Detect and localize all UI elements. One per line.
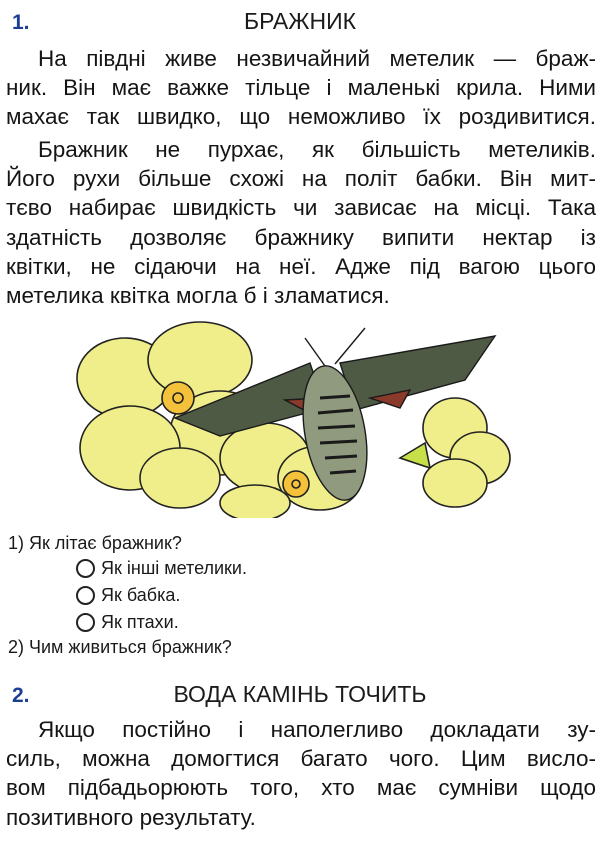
flower-bud-icon (400, 398, 510, 507)
story-paragraph-2 (6, 135, 596, 310)
answer-option-label: Як бабка. (101, 585, 181, 605)
text-line: Якщо постійно і наполегливо докладати зу- (38, 717, 596, 742)
story-title-1: БРАЖНИК (243, 8, 356, 34)
answer-option-1[interactable] (76, 558, 247, 579)
text-line: ник. Він має важке тільце і маленькі крила. Ними (6, 75, 596, 101)
text-line: квітки, не сідаючи на неї. Адже під вагою цього (6, 253, 596, 279)
answer-option-label: Як птахи. (101, 612, 179, 632)
text-line: Бражник не пурхає, як більшість метеликів. (38, 137, 596, 162)
text-line: силь, можна домогтися багато чого. Цим висло- (6, 746, 596, 772)
answer-option-3[interactable] (76, 612, 179, 633)
hawk-moth-illustration (70, 318, 530, 518)
task-number-1: 1. (12, 11, 30, 34)
radio-circle-icon[interactable] (76, 586, 95, 605)
task-number-2: 2. (12, 684, 30, 707)
answer-option-label: Як інші метелики. (101, 558, 247, 578)
story-paragraph-3 (6, 715, 596, 832)
story-paragraph-1 (6, 44, 596, 132)
text-line: махає так швидко, що неможливо їх роздивитися. (6, 104, 596, 130)
radio-circle-icon[interactable] (76, 613, 95, 632)
text-line: На півдні живе незвичайний метелик — браж- (38, 46, 596, 71)
story-title-2: ВОДА КАМІНЬ ТОЧИТЬ (173, 681, 427, 707)
answer-option-2[interactable] (76, 585, 180, 606)
text-line: здатність дозволяє бражнику випити нектар із (6, 224, 596, 250)
text-line: тєво набирає швидкість чи зависає на місці. Така (6, 195, 596, 221)
text-line: Його рухи більше схожі на політ бабки. Він мит- (6, 166, 596, 192)
question-1: 1) Як літає бражник? (8, 533, 182, 553)
text-line: метелика квітка могла б і зламатися. (6, 282, 390, 308)
text-line: вом підбадьорюють того, хто має сумніви щодо (6, 775, 596, 801)
radio-circle-icon[interactable] (76, 559, 95, 578)
text-line: позитивного результату. (6, 804, 256, 830)
question-2: 2) Чим живиться бражник? (8, 637, 232, 657)
